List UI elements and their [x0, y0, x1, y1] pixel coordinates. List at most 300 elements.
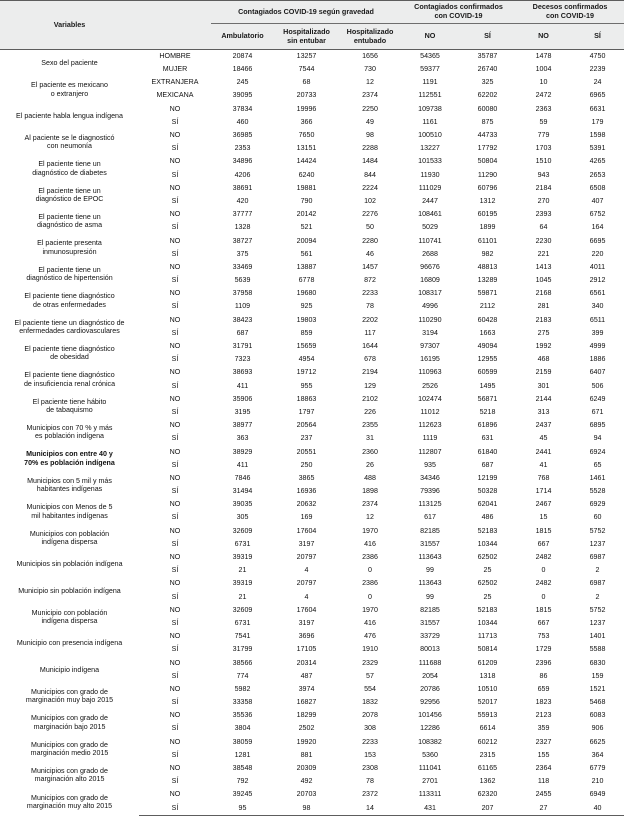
table-row: [0, 182, 624, 195]
value-cell: 2329: [339, 657, 401, 670]
value-cell: 226: [339, 406, 401, 419]
value-cell: 1729: [516, 643, 571, 656]
value-cell: 3865: [274, 472, 339, 485]
value-cell: 2: [571, 564, 624, 577]
value-cell: 1663: [459, 327, 516, 340]
value-cell: 1992: [516, 340, 571, 353]
variable-label: Municipios con grado de marginación muy alto 2015: [0, 789, 139, 816]
value-cell: 399: [571, 327, 624, 340]
category-label: NO: [139, 578, 211, 591]
value-cell: 1510: [516, 156, 571, 169]
value-cell: 111688: [401, 657, 459, 670]
variable-label: Municipios con Menos de 5 mil habitantes indígenas: [0, 498, 139, 524]
value-cell: 118: [516, 775, 571, 788]
value-cell: 411: [211, 380, 274, 393]
value-cell: 1521: [571, 683, 624, 696]
value-cell: 774: [211, 670, 274, 683]
value-cell: 31: [339, 432, 401, 445]
value-cell: 416: [339, 538, 401, 551]
value-cell: 2360: [339, 446, 401, 459]
value-cell: 25: [459, 564, 516, 577]
value-cell: 113643: [401, 551, 459, 564]
value-cell: 468: [516, 353, 571, 366]
value-cell: 16936: [274, 485, 339, 498]
value-cell: 2288: [339, 142, 401, 155]
value-cell: 2526: [401, 380, 459, 393]
value-cell: 153: [339, 749, 401, 762]
value-cell: 4011: [571, 261, 624, 274]
value-cell: 14424: [274, 156, 339, 169]
value-cell: 488: [339, 472, 401, 485]
value-cell: 6695: [571, 235, 624, 248]
value-cell: 6778: [274, 274, 339, 287]
value-cell: 210: [571, 775, 624, 788]
table-row: [0, 498, 624, 511]
value-cell: 16195: [401, 353, 459, 366]
value-cell: 678: [339, 353, 401, 366]
value-cell: 2701: [401, 775, 459, 788]
value-cell: 2437: [516, 419, 571, 432]
value-cell: 16809: [401, 274, 459, 287]
value-cell: 407: [571, 195, 624, 208]
value-cell: 4: [274, 564, 339, 577]
value-cell: 2396: [516, 657, 571, 670]
value-cell: 617: [401, 512, 459, 525]
value-cell: 96676: [401, 261, 459, 274]
value-cell: 112551: [401, 90, 459, 103]
category-label: SÍ: [139, 301, 211, 314]
value-cell: 62502: [459, 551, 516, 564]
table-row: [0, 657, 624, 670]
category-label: SÍ: [139, 643, 211, 656]
value-cell: 1461: [571, 472, 624, 485]
value-cell: 2441: [516, 446, 571, 459]
value-cell: 113125: [401, 498, 459, 511]
value-cell: 2653: [571, 169, 624, 182]
subheader-decesos-no: NO: [516, 24, 571, 50]
category-label: NO: [139, 683, 211, 696]
value-cell: 2183: [516, 314, 571, 327]
category-label: SÍ: [139, 248, 211, 261]
value-cell: 40: [571, 802, 624, 816]
value-cell: 110290: [401, 314, 459, 327]
value-cell: 45: [516, 432, 571, 445]
value-cell: 11012: [401, 406, 459, 419]
value-cell: 54365: [401, 50, 459, 64]
value-cell: 61896: [459, 419, 516, 432]
value-cell: 5528: [571, 485, 624, 498]
value-cell: 37958: [211, 287, 274, 300]
value-cell: 687: [211, 327, 274, 340]
value-cell: 31494: [211, 485, 274, 498]
category-label: SÍ: [139, 406, 211, 419]
value-cell: 667: [516, 538, 571, 551]
value-cell: 39319: [211, 578, 274, 591]
value-cell: 492: [274, 775, 339, 788]
category-label: NO: [139, 314, 211, 327]
value-cell: 19996: [274, 103, 339, 116]
value-cell: 340: [571, 301, 624, 314]
value-cell: 13887: [274, 261, 339, 274]
value-cell: 112807: [401, 446, 459, 459]
value-cell: 108317: [401, 287, 459, 300]
value-cell: 2386: [339, 551, 401, 564]
value-cell: 82185: [401, 604, 459, 617]
subheader-ambulatorio: Ambulatorio: [211, 24, 274, 50]
value-cell: 1161: [401, 116, 459, 129]
variable-label: Municipio con presencia indígena: [0, 630, 139, 656]
value-cell: 82185: [401, 525, 459, 538]
value-cell: 301: [516, 380, 571, 393]
value-cell: 52183: [459, 604, 516, 617]
value-cell: 364: [571, 749, 624, 762]
value-cell: 2353: [211, 142, 274, 155]
table-row: [0, 103, 624, 116]
value-cell: 20551: [274, 446, 339, 459]
value-cell: 207: [459, 802, 516, 816]
variable-label: Municipios con grado de marginación medio 2015: [0, 736, 139, 762]
value-cell: 4265: [571, 156, 624, 169]
category-label: NO: [139, 762, 211, 775]
table-header: [0, 1, 624, 50]
category-label: HOMBRE: [139, 50, 211, 64]
value-cell: 2276: [339, 208, 401, 221]
value-cell: 2447: [401, 195, 459, 208]
variable-label: El paciente tiene un diagnóstico de EPOC: [0, 182, 139, 208]
category-label: NO: [139, 103, 211, 116]
value-cell: 859: [274, 327, 339, 340]
value-cell: 52017: [459, 696, 516, 709]
category-label: SÍ: [139, 221, 211, 234]
value-cell: 1970: [339, 525, 401, 538]
value-cell: 12199: [459, 472, 516, 485]
value-cell: 18466: [211, 63, 274, 76]
value-cell: 12: [339, 76, 401, 89]
value-cell: 6614: [459, 723, 516, 736]
value-cell: 2102: [339, 393, 401, 406]
value-cell: 17604: [274, 604, 339, 617]
value-cell: 982: [459, 248, 516, 261]
value-cell: 687: [459, 459, 516, 472]
value-cell: 7323: [211, 353, 274, 366]
value-cell: 3696: [274, 630, 339, 643]
value-cell: 6083: [571, 709, 624, 722]
value-cell: 6731: [211, 538, 274, 551]
value-cell: 78: [339, 775, 401, 788]
value-cell: 50814: [459, 643, 516, 656]
value-cell: 281: [516, 301, 571, 314]
value-cell: 33469: [211, 261, 274, 274]
value-cell: 881: [274, 749, 339, 762]
value-cell: 6731: [211, 617, 274, 630]
value-cell: 100510: [401, 129, 459, 142]
value-cell: 2372: [339, 789, 401, 802]
value-cell: 275: [516, 327, 571, 340]
value-cell: 2467: [516, 498, 571, 511]
value-cell: 768: [516, 472, 571, 485]
value-cell: 6965: [571, 90, 624, 103]
value-cell: 34346: [401, 472, 459, 485]
value-cell: 1815: [516, 604, 571, 617]
value-cell: 631: [459, 432, 516, 445]
variable-label: El paciente presenta inmunosupresión: [0, 235, 139, 261]
table-row: [0, 367, 624, 380]
table-row: [0, 736, 624, 749]
value-cell: 61209: [459, 657, 516, 670]
value-cell: 56871: [459, 393, 516, 406]
value-cell: 16827: [274, 696, 339, 709]
value-cell: 366: [274, 116, 339, 129]
value-cell: 20797: [274, 578, 339, 591]
category-label: NO: [139, 630, 211, 643]
category-label: SÍ: [139, 538, 211, 551]
value-cell: 38691: [211, 182, 274, 195]
value-cell: 2327: [516, 736, 571, 749]
value-cell: 6561: [571, 287, 624, 300]
value-cell: 113643: [401, 578, 459, 591]
value-cell: 59: [516, 116, 571, 129]
value-cell: 60599: [459, 367, 516, 380]
category-label: NO: [139, 235, 211, 248]
value-cell: 34896: [211, 156, 274, 169]
value-cell: 86: [516, 670, 571, 683]
value-cell: 1109: [211, 301, 274, 314]
table-row: [0, 393, 624, 406]
value-cell: 1191: [401, 76, 459, 89]
value-cell: 2374: [339, 498, 401, 511]
category-label: NO: [139, 367, 211, 380]
value-cell: 1478: [516, 50, 571, 64]
value-cell: 420: [211, 195, 274, 208]
value-cell: 112623: [401, 419, 459, 432]
category-label: NO: [139, 287, 211, 300]
value-cell: 95: [211, 802, 274, 816]
value-cell: 38548: [211, 762, 274, 775]
value-cell: 1312: [459, 195, 516, 208]
value-cell: 5752: [571, 525, 624, 538]
value-cell: 2233: [339, 287, 401, 300]
value-cell: 6929: [571, 498, 624, 511]
value-cell: 97307: [401, 340, 459, 353]
group-header-gravedad: Contagiados COVID-19 según gravedad: [211, 1, 401, 24]
value-cell: 411: [211, 459, 274, 472]
value-cell: 305: [211, 512, 274, 525]
value-cell: 1413: [516, 261, 571, 274]
category-label: NO: [139, 182, 211, 195]
value-cell: 48813: [459, 261, 516, 274]
value-cell: 111029: [401, 182, 459, 195]
value-cell: 753: [516, 630, 571, 643]
category-label: SÍ: [139, 459, 211, 472]
value-cell: 11930: [401, 169, 459, 182]
value-cell: 3197: [274, 617, 339, 630]
value-cell: 3197: [274, 538, 339, 551]
value-cell: 38727: [211, 235, 274, 248]
value-cell: 13151: [274, 142, 339, 155]
value-cell: 875: [459, 116, 516, 129]
subheader-contagiados-si: SÍ: [459, 24, 516, 50]
value-cell: 65: [571, 459, 624, 472]
value-cell: 92956: [401, 696, 459, 709]
value-cell: 792: [211, 775, 274, 788]
value-cell: 20703: [274, 789, 339, 802]
value-cell: 1281: [211, 749, 274, 762]
value-cell: 39095: [211, 90, 274, 103]
category-label: SÍ: [139, 274, 211, 287]
category-label: SÍ: [139, 116, 211, 129]
value-cell: 486: [459, 512, 516, 525]
variable-label: Municipios con 70 % y más es población indígena: [0, 419, 139, 445]
category-label: SÍ: [139, 591, 211, 604]
variable-label: Municipio sin población indígena: [0, 578, 139, 604]
value-cell: 98: [339, 129, 401, 142]
value-cell: 0: [339, 591, 401, 604]
table-row: [0, 261, 624, 274]
value-cell: 221: [516, 248, 571, 261]
value-cell: 4954: [274, 353, 339, 366]
value-cell: 20797: [274, 551, 339, 564]
category-label: SÍ: [139, 723, 211, 736]
value-cell: 7541: [211, 630, 274, 643]
value-cell: 38423: [211, 314, 274, 327]
value-cell: 1910: [339, 643, 401, 656]
value-cell: 2: [571, 591, 624, 604]
value-cell: 6631: [571, 103, 624, 116]
value-cell: 2386: [339, 578, 401, 591]
category-label: NO: [139, 393, 211, 406]
value-cell: 1797: [274, 406, 339, 419]
value-cell: 1886: [571, 353, 624, 366]
value-cell: 27: [516, 802, 571, 816]
value-cell: 50328: [459, 485, 516, 498]
value-cell: 17105: [274, 643, 339, 656]
value-cell: 21: [211, 591, 274, 604]
value-cell: 6407: [571, 367, 624, 380]
value-cell: 38693: [211, 367, 274, 380]
value-cell: 0: [516, 564, 571, 577]
category-label: SÍ: [139, 142, 211, 155]
value-cell: 39035: [211, 498, 274, 511]
value-cell: 1318: [459, 670, 516, 683]
category-label: EXTRANJERA: [139, 76, 211, 89]
category-label: SÍ: [139, 802, 211, 816]
value-cell: 220: [571, 248, 624, 261]
value-cell: 790: [274, 195, 339, 208]
variables-header: Variables: [0, 1, 139, 50]
value-cell: 3195: [211, 406, 274, 419]
value-cell: 39245: [211, 789, 274, 802]
value-cell: 31557: [401, 617, 459, 630]
value-cell: 6249: [571, 393, 624, 406]
value-cell: 5588: [571, 643, 624, 656]
value-cell: 39319: [211, 551, 274, 564]
value-cell: 2194: [339, 367, 401, 380]
value-cell: 270: [516, 195, 571, 208]
value-cell: 6895: [571, 419, 624, 432]
category-label: NO: [139, 419, 211, 432]
value-cell: 37834: [211, 103, 274, 116]
value-cell: 1004: [516, 63, 571, 76]
value-cell: 37777: [211, 208, 274, 221]
value-cell: 2230: [516, 235, 571, 248]
value-cell: 98: [274, 802, 339, 816]
value-cell: 5639: [211, 274, 274, 287]
value-cell: 2280: [339, 235, 401, 248]
value-cell: 844: [339, 169, 401, 182]
value-cell: 906: [571, 723, 624, 736]
value-cell: 35536: [211, 709, 274, 722]
category-label: NO: [139, 525, 211, 538]
category-label: SÍ: [139, 432, 211, 445]
value-cell: 1714: [516, 485, 571, 498]
value-cell: 2455: [516, 789, 571, 802]
value-cell: 20786: [401, 683, 459, 696]
table-row: [0, 287, 624, 300]
value-cell: 6625: [571, 736, 624, 749]
variable-label: El paciente tiene hábito de tabaquismo: [0, 393, 139, 419]
value-cell: 79396: [401, 485, 459, 498]
value-cell: 35906: [211, 393, 274, 406]
value-cell: 31799: [211, 643, 274, 656]
subheader-decesos-si: SÍ: [571, 24, 624, 50]
value-cell: 46: [339, 248, 401, 261]
value-cell: 61165: [459, 762, 516, 775]
value-cell: 1495: [459, 380, 516, 393]
value-cell: 164: [571, 221, 624, 234]
value-cell: 15: [516, 512, 571, 525]
value-cell: 50: [339, 221, 401, 234]
value-cell: 20094: [274, 235, 339, 248]
value-cell: 6779: [571, 762, 624, 775]
table-row: [0, 76, 624, 89]
variable-label: El paciente tiene un diagnóstico de hipertensión: [0, 261, 139, 287]
value-cell: 179: [571, 116, 624, 129]
variable-label: Al paciente se le diagnosticó con neumonía: [0, 129, 139, 155]
value-cell: 38977: [211, 419, 274, 432]
value-cell: 12: [339, 512, 401, 525]
value-cell: 1237: [571, 538, 624, 551]
variable-label: Municipio indígena: [0, 657, 139, 683]
value-cell: 20874: [211, 50, 274, 64]
value-cell: 20733: [274, 90, 339, 103]
table-row: [0, 208, 624, 221]
category-label: NO: [139, 736, 211, 749]
value-cell: 13289: [459, 274, 516, 287]
header-group-row: [0, 1, 624, 24]
variable-label: Municipio con población indígena dispersa: [0, 604, 139, 630]
value-cell: 2250: [339, 103, 401, 116]
value-cell: 94: [571, 432, 624, 445]
value-cell: 101456: [401, 709, 459, 722]
value-cell: 1823: [516, 696, 571, 709]
value-cell: 416: [339, 617, 401, 630]
value-cell: 108461: [401, 208, 459, 221]
value-cell: 110741: [401, 235, 459, 248]
value-cell: 19881: [274, 182, 339, 195]
value-cell: 19920: [274, 736, 339, 749]
value-cell: 1457: [339, 261, 401, 274]
value-cell: 2123: [516, 709, 571, 722]
value-cell: 2159: [516, 367, 571, 380]
value-cell: 14: [339, 802, 401, 816]
value-cell: 2168: [516, 287, 571, 300]
value-cell: 431: [401, 802, 459, 816]
value-cell: 325: [459, 76, 516, 89]
variable-label: El paciente tiene diagnóstico de insuficiencia renal crónica: [0, 367, 139, 393]
table-row: [0, 789, 624, 802]
category-label: NO: [139, 129, 211, 142]
value-cell: 41: [516, 459, 571, 472]
